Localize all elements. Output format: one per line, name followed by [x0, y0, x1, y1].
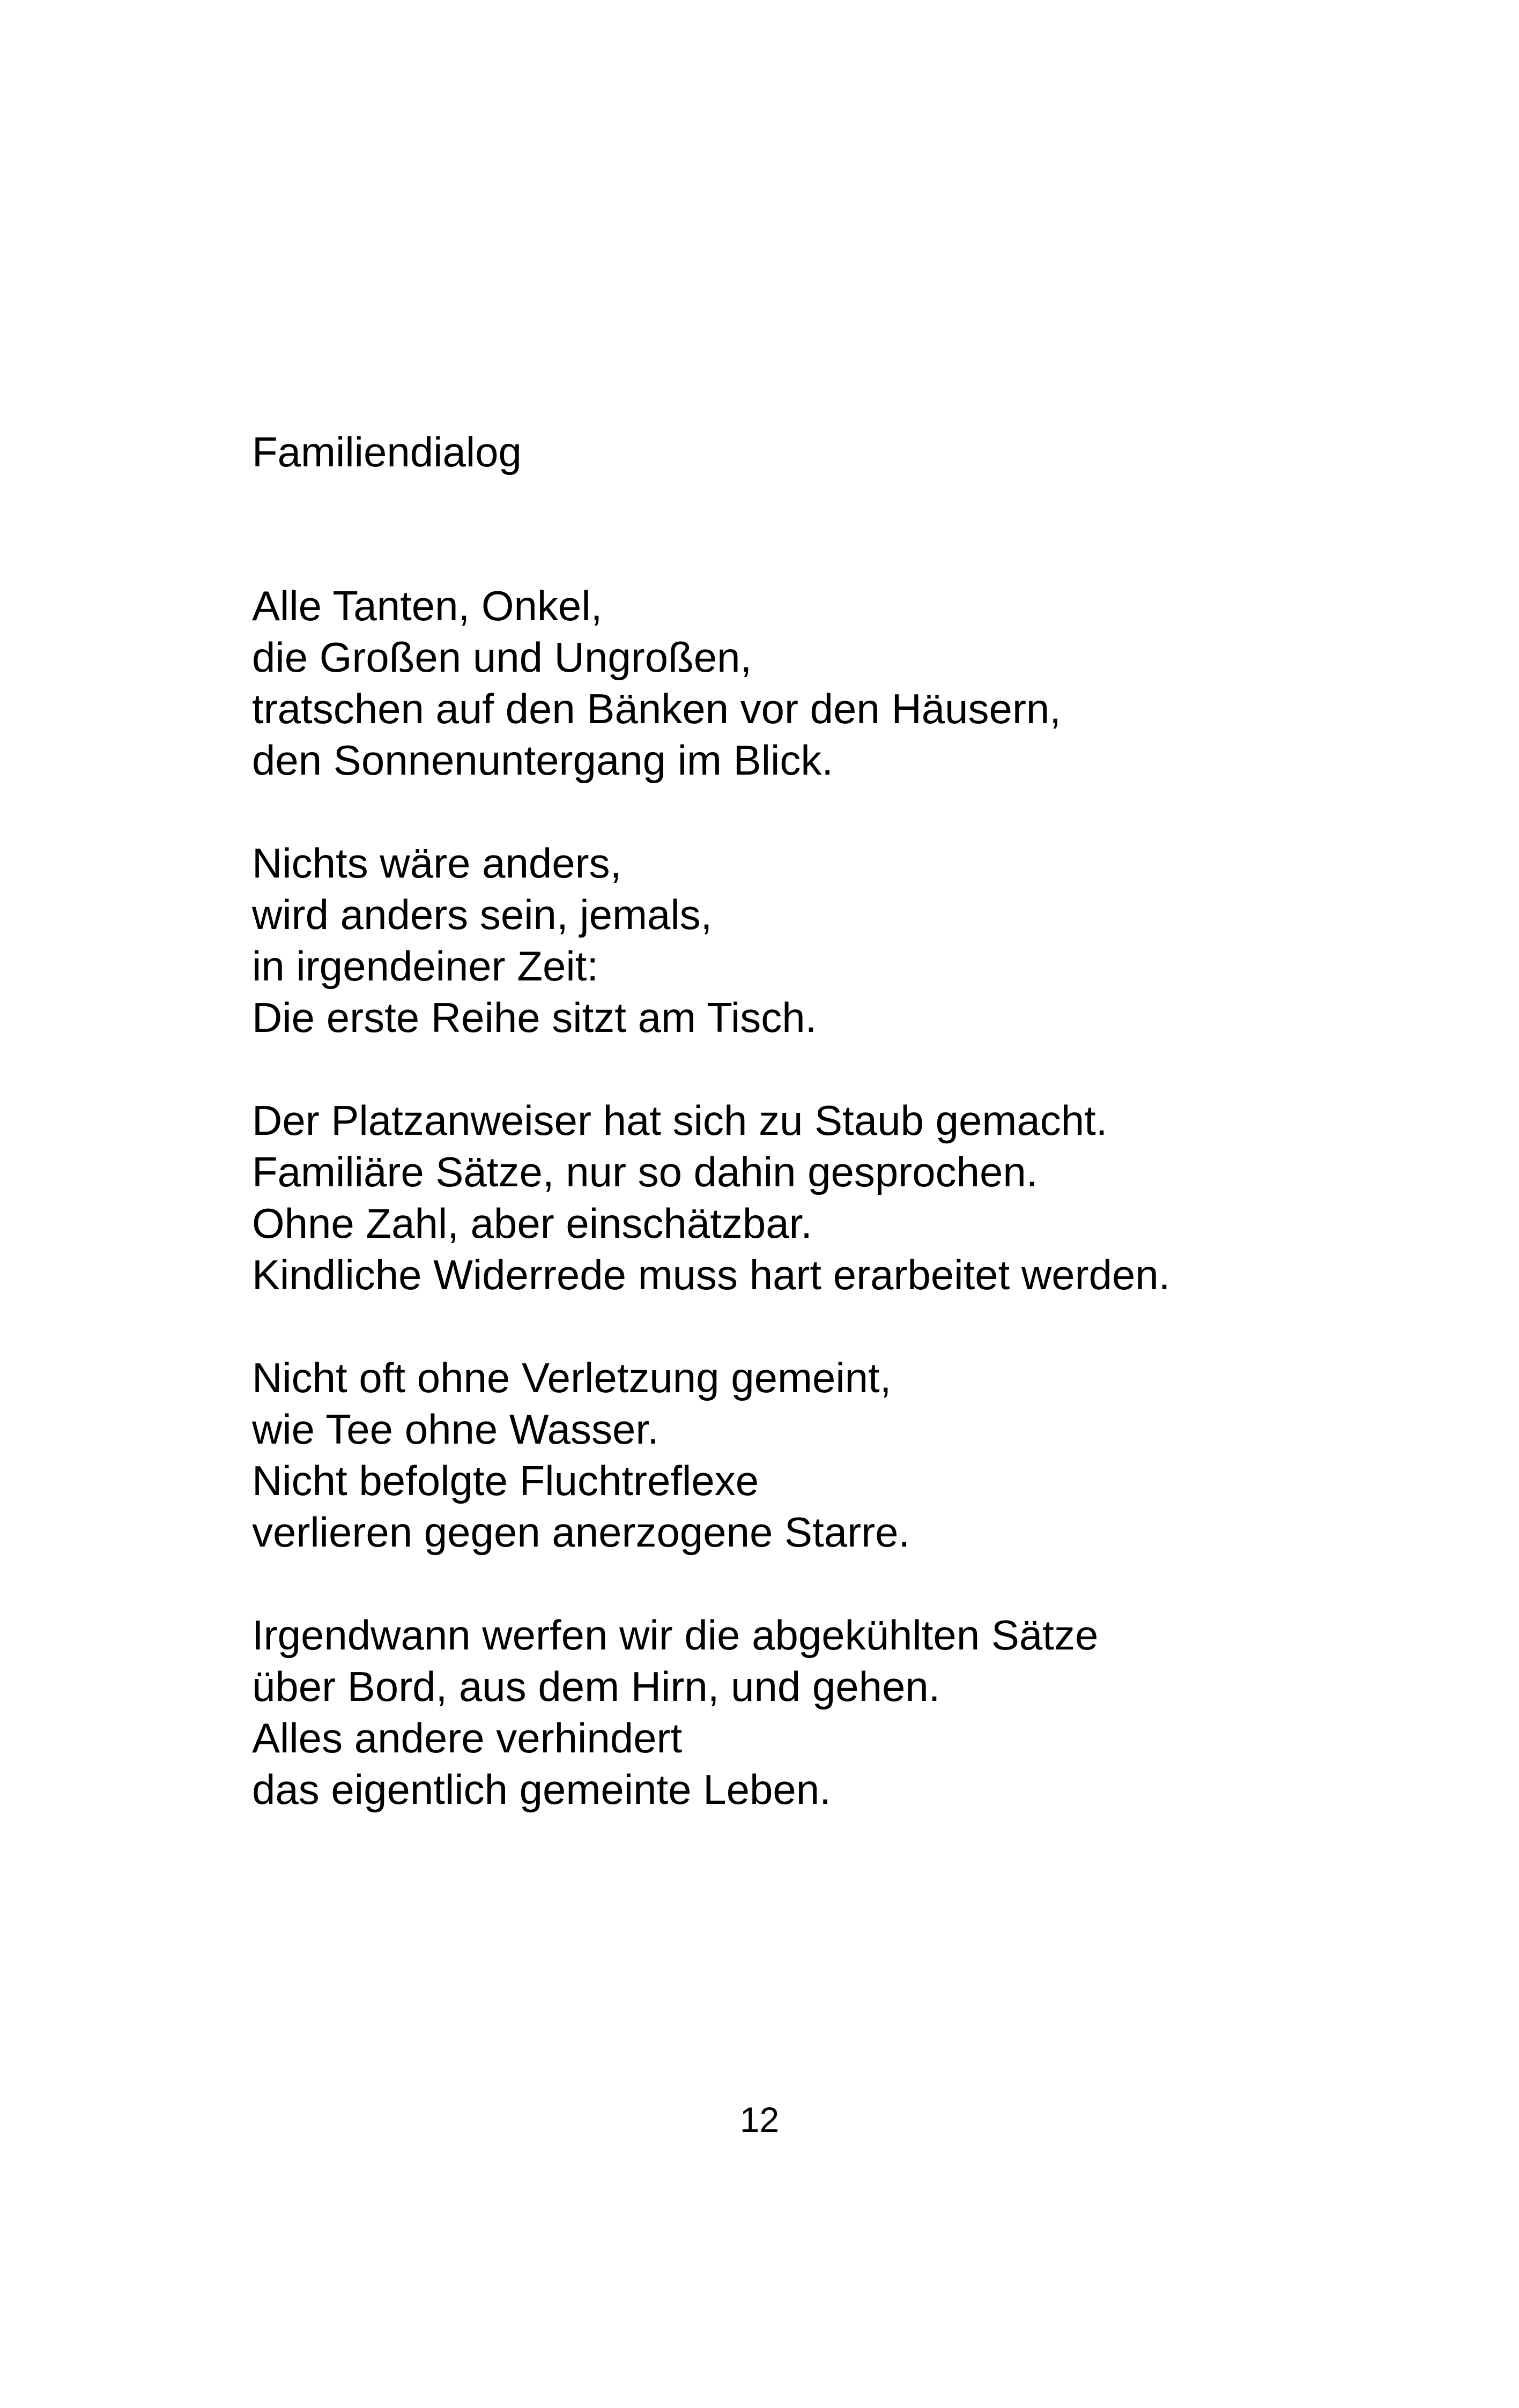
stanza	[252, 1095, 1485, 1300]
poem-line: Ohne Zahl, aber einschätzbar.	[252, 1200, 812, 1247]
poem-line: Der Platzanweiser hat sich zu Staub gemacht.	[252, 1097, 1108, 1144]
poem-title: Familiendialog	[252, 428, 522, 475]
poem-body	[252, 580, 1485, 1867]
poem-line: Alle Tanten, Onkel,	[252, 582, 603, 629]
poem-line: Nicht befolgte Fluchtreflexe	[252, 1457, 759, 1504]
poem-line: tratschen auf den Bänken vor den Häusern,	[252, 685, 1061, 732]
poem-line: in irgendeiner Zeit:	[252, 942, 599, 990]
poem-line: das eigentlich gemeinte Leben.	[252, 1766, 831, 1813]
poem-line: über Bord, aus dem Hirn, und gehen.	[252, 1663, 940, 1710]
page-number: 12	[739, 2100, 780, 2139]
stanza	[252, 1609, 1485, 1815]
poem-line: den Sonnenuntergang im Blick.	[252, 737, 834, 784]
poem-line: Familiäre Sätze, nur so dahin gesprochen.	[252, 1148, 1038, 1195]
poem-line: die Großen und Ungroßen,	[252, 634, 752, 681]
poem-line: wie Tee ohne Wasser.	[252, 1406, 659, 1453]
stanza	[252, 1352, 1485, 1558]
poem-line: Kindliche Widerrede muss hart erarbeitet werden.	[252, 1251, 1170, 1298]
stanza	[252, 580, 1485, 786]
poem-line: Alles andere verhindert	[252, 1714, 683, 1762]
poem-line: verlieren gegen anerzogene Starre.	[252, 1508, 910, 1556]
poem-line: Nicht oft ohne Verletzung gemeint,	[252, 1354, 892, 1401]
poem-line: wird anders sein, jemals,	[252, 891, 713, 938]
poem-line: Irgendwann werfen wir die abgekühlten Sätze	[252, 1611, 1099, 1659]
stanza	[252, 837, 1485, 1043]
poem-line: Nichts wäre anders,	[252, 839, 622, 887]
poem-line: Die erste Reihe sitzt am Tisch.	[252, 994, 817, 1041]
